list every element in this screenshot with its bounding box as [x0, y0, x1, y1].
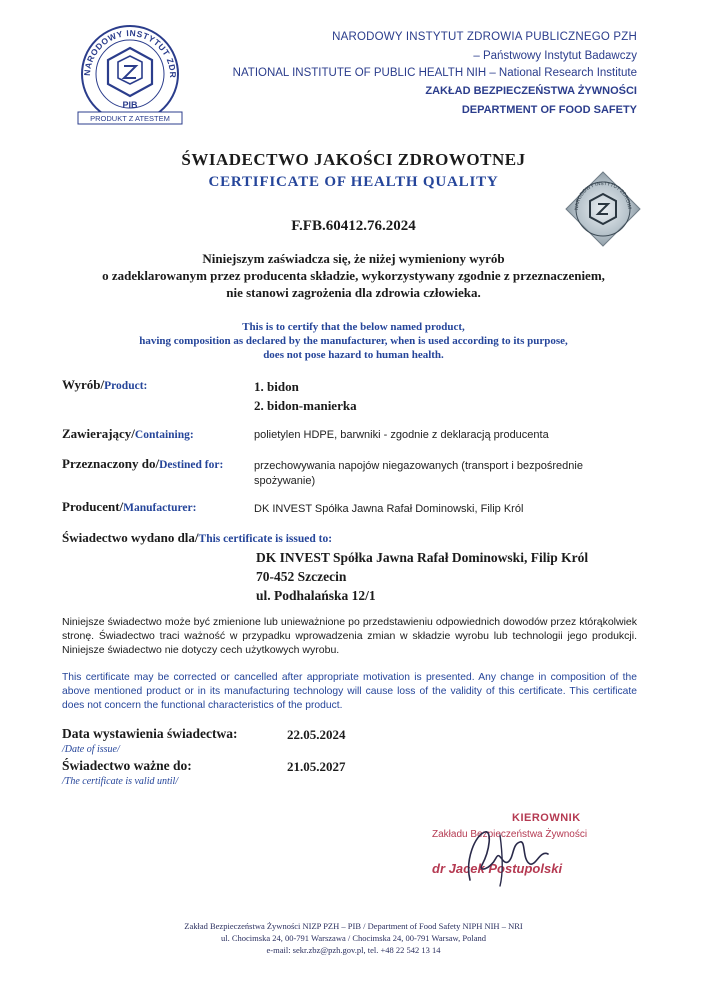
- notice-pl: Niniejsze świadectwo może być zmienione lub unieważnione po przedstawieniu odpowiednich dowodów przez którąkolwiek stronę. Świadectwo traci ważność w przypadku wprowadzenia zmian w składzie wyrobu lub technologii jego produkcji. Niniejsze świadectwo nie dotyczy cech użytkowych wyrobu.: [62, 616, 637, 656]
- header-institute-pl-sub: – Państwowy Instytut Badawczy: [473, 50, 637, 62]
- logo-banner-text: PRODUKT Z ATESTEM: [90, 114, 170, 123]
- issue-date-label: Data wystawienia świadectwa:: [62, 726, 238, 741]
- footer-line-3: e-mail: sekr.zbz@pzh.gov.pl, tel. +48 22 542 13 14: [266, 945, 441, 955]
- footer: [0, 920, 707, 956]
- certificate-number: F.FB.60412.76.2024: [291, 218, 416, 234]
- stamp-name: dr Jacek Postupolski: [432, 861, 563, 876]
- signature-icon: [430, 820, 570, 890]
- notice-en: This certificate may be corrected or cancelled after appropriate motivation is presented. Any change in composition of the above mentioned product or in its manufacturing technology will cause loss of the validity of this certificate. This certificate does not concern the functional characteristics of the product.: [62, 672, 637, 711]
- statement-en: This is to certify that the below named product, having composition as declared by the manufacturer, when is used according to its purpose, does not pose hazard to human health.: [139, 321, 568, 361]
- footer-line-2: ul. Chocimska 24, 00-791 Warszawa / Chocimska 24, 00-791 Warsaw, Poland: [220, 933, 486, 943]
- product-value: 1. bidon 2. bidon-manierka: [254, 379, 357, 413]
- stamp-title: KIEROWNIK: [512, 812, 581, 824]
- title-pl: ŚWIADECTWO JAKOŚCI ZDROWOTNEJ: [181, 150, 526, 169]
- handwritten-signature: [430, 820, 570, 890]
- header-department-pl: ZAKŁAD BEZPIECZEŃSTWA ŻYWNOŚCI: [425, 85, 637, 97]
- title-en: CERTIFICATE OF HEALTH QUALITY: [208, 174, 499, 190]
- destined-label: Przeznaczony do/Destined for:: [62, 456, 224, 471]
- valid-until-value: 21.05.2027: [287, 759, 346, 774]
- header-institute-pl: NARODOWY INSTYTUT ZDROWIA PUBLICZNEGO PZH: [332, 31, 637, 43]
- logo-center-text: PIB: [122, 100, 138, 110]
- header-department-en: DEPARTMENT OF FOOD SAFETY: [461, 104, 637, 116]
- product-label: Wyrób/Product:: [62, 377, 148, 392]
- logo-ring-text: NARODOWY INSTYTUT ZDR: [81, 27, 179, 79]
- stamp-unit: Zakładu Bezpieczeństwa Żywności: [432, 829, 588, 840]
- issue-date-sublabel: /Date of issue/: [62, 744, 120, 755]
- valid-until-label: Świadectwo ważne do:: [62, 758, 192, 773]
- containing-value: polietylen HDPE, barwniki - zgodnie z deklaracją producenta: [254, 429, 549, 441]
- footer-line-1: Zakład Bezpieczeństwa Żywności NIZP PZH – PIB / Department of Food Safety NIPH NIH – NRI: [184, 921, 523, 931]
- issue-date-value: 22.05.2024: [287, 727, 346, 742]
- header-institute-en: NATIONAL INSTITUTE OF PUBLIC HEALTH NIH – National Research Institute: [232, 67, 637, 79]
- manufacturer-value: DK INVEST Spółka Jawna Rafał Dominowski, Filip Król: [254, 503, 524, 515]
- issued-for-label: Świadectwo wydano dla/This certificate is issued to:: [62, 530, 333, 545]
- statement-pl: Niniejszym zaświadcza się, że niżej wymieniony wyrób o zadeklarowanym przez producenta składzie, wykorzystywany zgodnie z przeznaczeniem, nie stanowi zagrożenia dla zdrowia człowieka.: [102, 251, 605, 300]
- issued-for-address: DK INVEST Spółka Jawna Rafał Dominowski, Filip Król 70-452 Szczecin ul. Podhalańska 12/1: [256, 550, 589, 603]
- containing-label: Zawierający/Containing:: [62, 426, 194, 441]
- valid-until-sublabel: /The certificate is valid until/: [62, 776, 179, 787]
- svg-text:NARODOWY INSTYTUT ZDROWIA PUBL: NARODOWY INSTYTUT ZDROWI: [573, 180, 633, 211]
- manufacturer-label: Producent/Manufacturer:: [62, 499, 197, 514]
- pzh-logo-icon: [60, 18, 200, 126]
- destined-value: przechowywania napojów niegazowanych (transport i bezpośrednie spożywanie): [254, 460, 583, 487]
- pzh-logo: [60, 18, 200, 126]
